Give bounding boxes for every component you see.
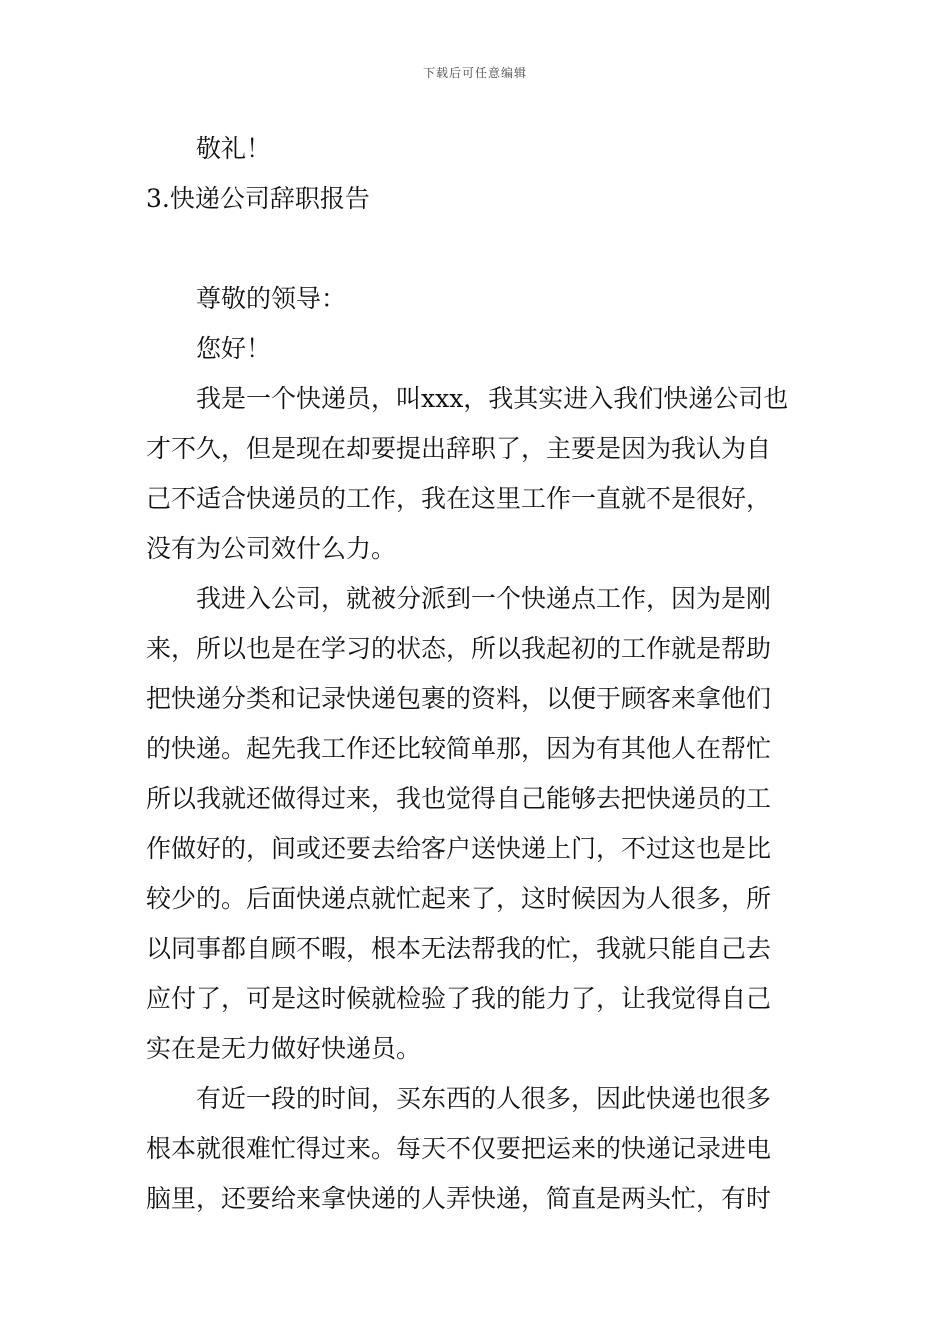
- paragraph-line: 我进入公司，就被分派到一个快递点工作，因为是刚: [196, 584, 772, 613]
- paragraph-line: 脑里，还要给来拿快递的人弄快递，简直是两头忙，有时: [146, 1184, 772, 1213]
- greeting: 您好！: [196, 334, 272, 363]
- paragraph-line: 根本就很难忙得过来。每天不仅要把运来的快递记录进电: [146, 1134, 772, 1163]
- paragraph-line: 来，所以也是在学习的状态，所以我起初的工作就是帮助: [146, 634, 772, 663]
- paragraph-line: 应付了，可是这时候就检验了我的能力了，让我觉得自己: [146, 984, 772, 1013]
- section-title: 3.快递公司辞职报告: [146, 184, 370, 213]
- paragraph-line: 的快递。起先我工作还比较简单那，因为有其他人在帮忙: [146, 734, 772, 763]
- paragraph-line: 以同事都自顾不暇，根本无法帮我的忙，我就只能自己去: [146, 934, 772, 963]
- paragraph-line: 己不适合快递员的工作，我在这里工作一直就不是很好，: [146, 484, 772, 513]
- paragraph-line: 较少的。后面快递点就忙起来了，这时候因为人很多，所: [146, 884, 772, 913]
- paragraph-line: 作做好的，间或还要去给客户送快递上门，不过这也是比: [146, 834, 772, 863]
- paragraph-line: 有近一段的时间，买东西的人很多，因此快递也很多: [196, 1084, 772, 1113]
- paragraph-line: 我是一个快递员，叫xxx，我其实进入我们快递公司也: [196, 384, 789, 413]
- paragraph-line: 把快递分类和记录快递包裹的资料，以便于顾客来拿他们: [146, 684, 772, 713]
- salutation: 尊敬的领导：: [196, 284, 347, 313]
- paragraph-line: 没有为公司效什么力。: [146, 534, 397, 563]
- page-header: 下载后可任意编辑: [422, 66, 527, 80]
- paragraph-line: 才不久，但是现在却要提出辞职了，主要是因为我认为自: [146, 434, 772, 463]
- paragraph-line: 实在是无力做好快递员。: [146, 1034, 422, 1063]
- paragraph-line: 所以我就还做得过来，我也觉得自己能够去把快递员的工: [146, 784, 772, 813]
- closing-line: 敬礼！: [196, 134, 272, 163]
